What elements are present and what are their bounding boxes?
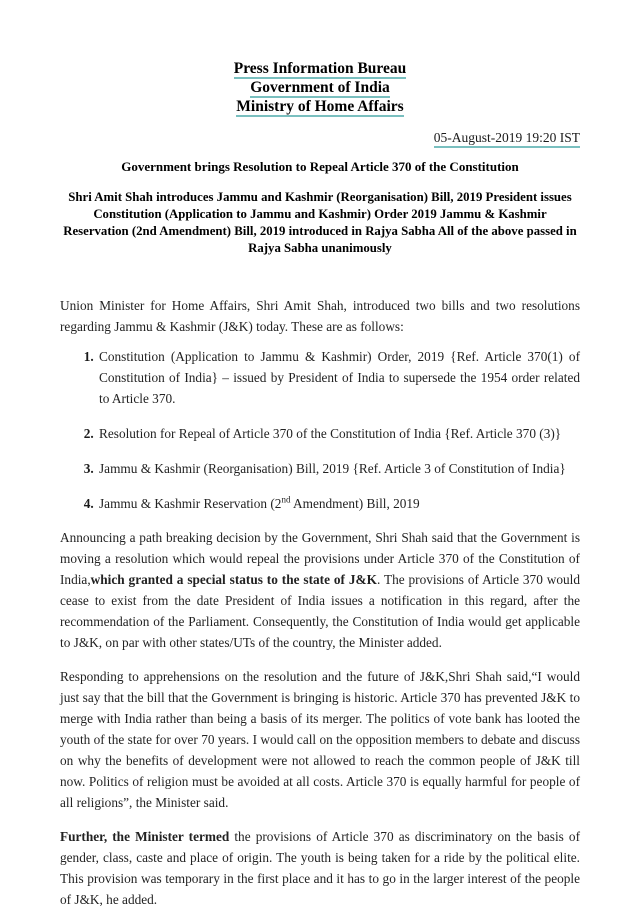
headline: Government brings Resolution to Repeal Article 370 of the Constitution <box>121 159 519 174</box>
bills-resolutions-list <box>60 346 580 514</box>
header-ministry-text: Ministry of Home Affairs <box>236 98 404 115</box>
list-item-reorganisation-bill: 3. Jammu & Kashmir (Reorganisation) Bill, 2019 {Ref. Article 3 of Constitution of India} <box>97 458 580 479</box>
list-item-constitution-order: 1. Constitution (Application to Jammu & Kashmir) Order, 2019 {Ref. Article 370(1) of Constitution of India} – issued by President of India to supersede the 1954 order related to Article 370. <box>97 346 580 409</box>
header-bureau-text: Press Information Bureau <box>233 60 407 77</box>
header-line-ministry <box>60 98 580 117</box>
header-line-government <box>60 79 580 98</box>
intro-paragraph: Union Minister for Home Affairs, Shri Amit Shah, introduced two bills and two resolutions regarding Jammu & Kashmir (J&K) today. These are as follows: <box>60 298 580 334</box>
release-datetime: 05-August-2019 19:20 IST <box>434 131 580 148</box>
document-header <box>60 60 580 117</box>
header-government-text: Government of India <box>250 79 390 96</box>
paragraph-responding: Responding to apprehensions on the resolution and the future of J&K,Shri Shah said,“I would just say that the bill that the Government is bringing is historic. Article 370 has prevented J&K to merge with India rather than being a basis of its merger. The politics of vote bank has looted the youth of the state for over 70 years. I would call on the opposition members to debate and discuss on why the benefits of development were not allowed to reach the common people of J&K till now. Politics of religion must be avoided at all costs. Article 370 is equally harmful for people of all religions”, the Minister said. <box>60 669 580 810</box>
subheadline: Shri Amit Shah introduces Jammu and Kashmir (Reorganisation) Bill, 2019 President issues Constitution (Application to Jammu and Kashmir) Order 2019 Jammu & Kashmir Reservation (2nd Amendment) Bill, 2019 introduced in Rajya Sabha All of the above passed in Rajya Sabha unanimously <box>63 190 577 255</box>
header-line-bureau <box>60 60 580 79</box>
list-item-repeal-resolution: 2. Resolution for Repeal of Article 370 of the Constitution of India {Ref. Article 370 (3)} <box>97 423 580 444</box>
list-item-reservation-bill: 4. Jammu & Kashmir Reservation (2nd Amendment) Bill, 2019 <box>97 493 580 514</box>
dateline <box>60 130 580 148</box>
paragraph-announcing: Announcing a path breaking decision by the Government, Shri Shah said that the Government is moving a resolution which would repeal the provisions under Article 370 of the Constitution of India,which granted a special status to the state of J&K. The provisions of Article 370 would cease to exist from the date President of India issues a notification in this regard, after the recommendation of the Parliament. Consequently, the Constitution of India would get applicable to J&K, on par with other states/UTs of the country, the Minister added. <box>60 530 580 650</box>
paragraph-further: Further, the Minister termed the provisions of Article 370 as discriminatory on the basis of gender, class, caste and place of origin. The youth is being taken for a ride by the political elite. This provision was temporary in the first place and it has to go in the larger interest of the people of J&K, he added. <box>60 829 580 907</box>
